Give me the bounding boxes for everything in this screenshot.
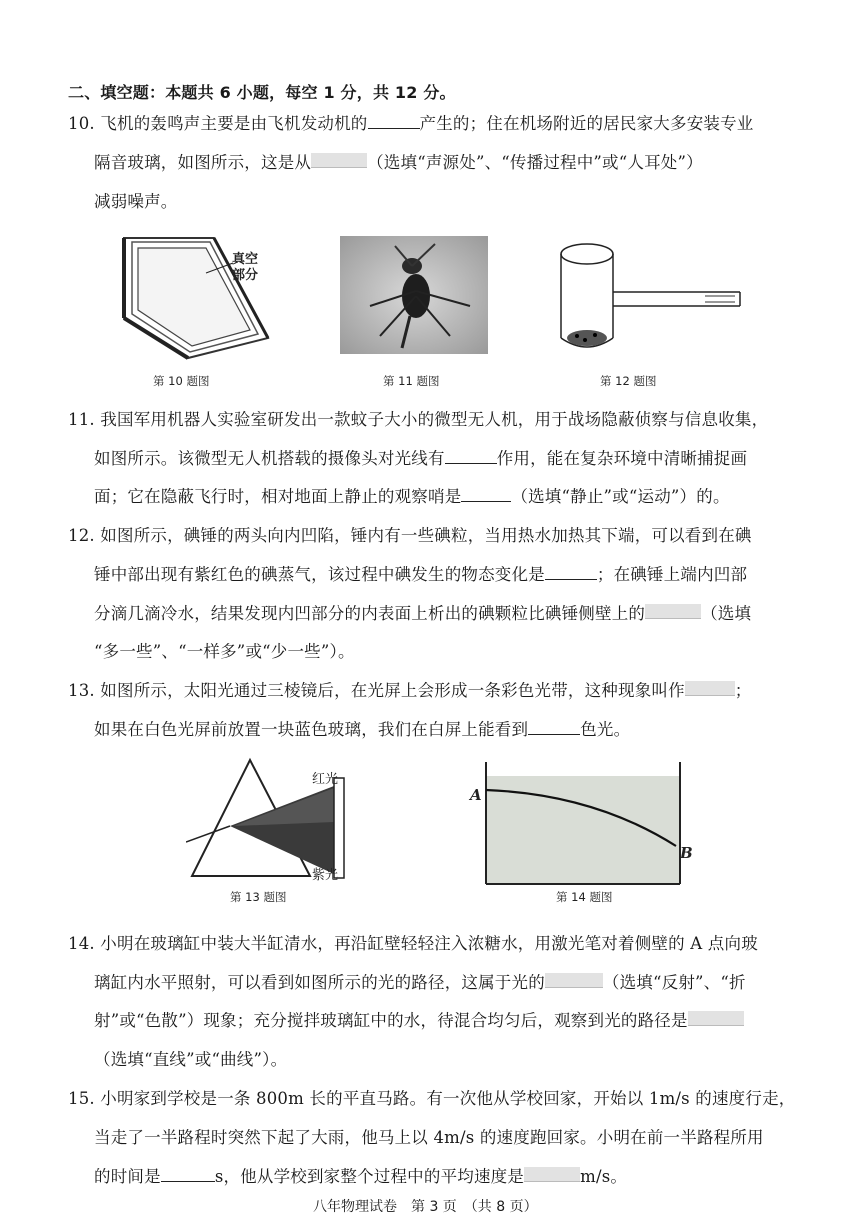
question-text: s，他从学校到家整个过程中的平均速度是 xyxy=(214,1167,525,1186)
question-text: 色光。 xyxy=(580,720,631,739)
question-12-line-1 xyxy=(68,522,752,546)
question-text: 作用，能在复杂环境中清晰捕捉画 xyxy=(496,449,748,468)
answer-blank[interactable] xyxy=(545,565,597,580)
figure-10-label: 真空 xyxy=(232,252,259,267)
question-15-line-3 xyxy=(94,1163,627,1187)
question-text: 隔音玻璃，如图所示，这是从 xyxy=(94,153,312,172)
question-text: 面；它在隐蔽飞行时，相对地面上静止的观察哨是 xyxy=(94,487,462,506)
question-text: 如图所示。该微型无人机搭载的摄像头对光线有 xyxy=(94,449,445,468)
answer-blank[interactable] xyxy=(685,681,735,696)
question-number: 14. xyxy=(68,934,95,953)
question-text: （选填 xyxy=(701,604,752,623)
question-text: 飞机的轰鸣声主要是由飞机发动机的 xyxy=(100,114,368,133)
question-text: 的时间是 xyxy=(94,1167,161,1186)
question-text: 当走了一半路程时突然下起了大雨，他马上以 4m/s 的速度跑回家。小明在前一半路程所用 xyxy=(94,1128,764,1147)
question-text: “多一些”、“一样多”或“少一些”）。 xyxy=(94,642,355,661)
question-11-line-2 xyxy=(94,445,747,469)
answer-blank[interactable] xyxy=(311,153,367,168)
question-text: 小明在玻璃缸中装大半缸清水，再沿缸壁轻轻注入浓糖水，用激光笔对着侧壁的 A 点向玻 xyxy=(100,934,758,953)
question-text: 我国军用机器人实验室研发出一款蚊子大小的微型无人机，用于战场隐蔽侦察与信息收集， xyxy=(100,410,769,429)
question-number: 13. xyxy=(68,681,95,700)
question-text: 产生的；住在机场附近的居民家大多安装专业 xyxy=(419,114,754,133)
question-12-line-4 xyxy=(94,638,355,662)
section-heading: 二、填空题：本题共 6 小题，每空 1 分，共 12 分。 xyxy=(68,83,456,102)
question-11-line-3 xyxy=(94,483,730,507)
figure-12-iodine-hammer xyxy=(555,240,745,355)
figure-11-caption: 第 11 题图 xyxy=(383,374,440,388)
figure-10-caption: 第 10 题图 xyxy=(153,374,210,388)
answer-blank[interactable] xyxy=(368,114,420,129)
figure-11-drone-photo xyxy=(340,236,488,354)
question-14-line-3 xyxy=(94,1007,744,1031)
answer-blank[interactable] xyxy=(645,604,701,619)
question-text: 射”或“色散”）现象；充分搅拌玻璃缸中的水，待混合均匀后，观察到光的路径是 xyxy=(94,1011,688,1030)
question-text: ；在碘锤上端内凹部 xyxy=(596,565,748,584)
question-10-line-1 xyxy=(68,110,754,134)
question-number: 15. xyxy=(68,1089,95,1108)
answer-blank[interactable] xyxy=(445,449,497,464)
point-a-label: A xyxy=(470,786,482,804)
answer-blank[interactable] xyxy=(461,487,511,502)
question-text: m/s。 xyxy=(580,1167,628,1186)
question-text: （选填“声源处”、“传播过程中”或“人耳处”） xyxy=(367,153,703,172)
question-text: 如图所示，太阳光通过三棱镜后，在光屏上会形成一条彩色光带，这种现象叫作 xyxy=(100,681,685,700)
question-text: 减弱噪声。 xyxy=(94,192,178,211)
page-footer: 八年物理试卷 第 3 页 （共 8 页） xyxy=(313,1199,538,1215)
question-14-line-4 xyxy=(94,1046,287,1070)
answer-blank[interactable] xyxy=(161,1167,215,1182)
question-text: 如图所示，碘锤的两头向内凹陷，锤内有一些碘粒，当用热水加热其下端，可以看到在碘 xyxy=(100,526,752,545)
question-text: （选填“静止”或“运动”）的。 xyxy=(511,487,730,506)
question-13-line-1 xyxy=(68,677,752,701)
answer-blank[interactable] xyxy=(688,1011,744,1026)
answer-blank[interactable] xyxy=(524,1167,580,1182)
figure-14-caption: 第 14 题图 xyxy=(556,890,613,904)
red-light-label: 红光 xyxy=(312,772,339,787)
figure-14-glass-tank xyxy=(484,762,684,886)
question-11-line-1 xyxy=(68,406,768,430)
question-text: （选填“反射”、“折 xyxy=(602,973,746,992)
answer-blank[interactable] xyxy=(528,720,580,735)
question-text: 分滴几滴冷水，结果发现内凹部分的内表面上析出的碘颗粒比碘锤侧壁上的 xyxy=(94,604,646,623)
question-number: 11. xyxy=(68,410,95,429)
question-text: ； xyxy=(734,681,752,700)
question-text: 如果在白色光屏前放置一块蓝色玻璃，我们在白屏上能看到 xyxy=(94,720,529,739)
question-number: 10. xyxy=(68,114,95,133)
question-text: 小明家到学校是一条 800m 长的平直马路。有一次他从学校回家，开始以 1m/s 的速度行走， xyxy=(100,1089,796,1108)
figure-13-caption: 第 13 题图 xyxy=(230,890,287,904)
question-15-line-2 xyxy=(94,1124,764,1148)
question-12-line-2 xyxy=(94,561,747,585)
question-12-line-3 xyxy=(94,600,751,624)
question-text: 璃缸内水平照射，可以看到如图所示的光的路径，这属于光的 xyxy=(94,973,545,992)
question-14-line-2 xyxy=(94,969,746,993)
question-text: 锤中部出现有紫红色的碘蒸气，该过程中碘发生的物态变化是 xyxy=(94,565,545,584)
question-15-line-1 xyxy=(68,1085,796,1109)
question-text: （选填“直线”或“曲线”）。 xyxy=(94,1050,288,1069)
question-14-line-1 xyxy=(68,930,758,954)
question-10-line-3 xyxy=(94,188,178,212)
figure-10-label: 部分 xyxy=(232,268,259,283)
question-13-line-2 xyxy=(94,716,630,740)
point-b-label: B xyxy=(680,844,693,862)
figure-12-caption: 第 12 题图 xyxy=(600,374,657,388)
question-number: 12. xyxy=(68,526,95,545)
violet-light-label: 紫光 xyxy=(312,868,339,883)
answer-blank[interactable] xyxy=(545,973,603,988)
question-10-line-2 xyxy=(94,149,703,173)
